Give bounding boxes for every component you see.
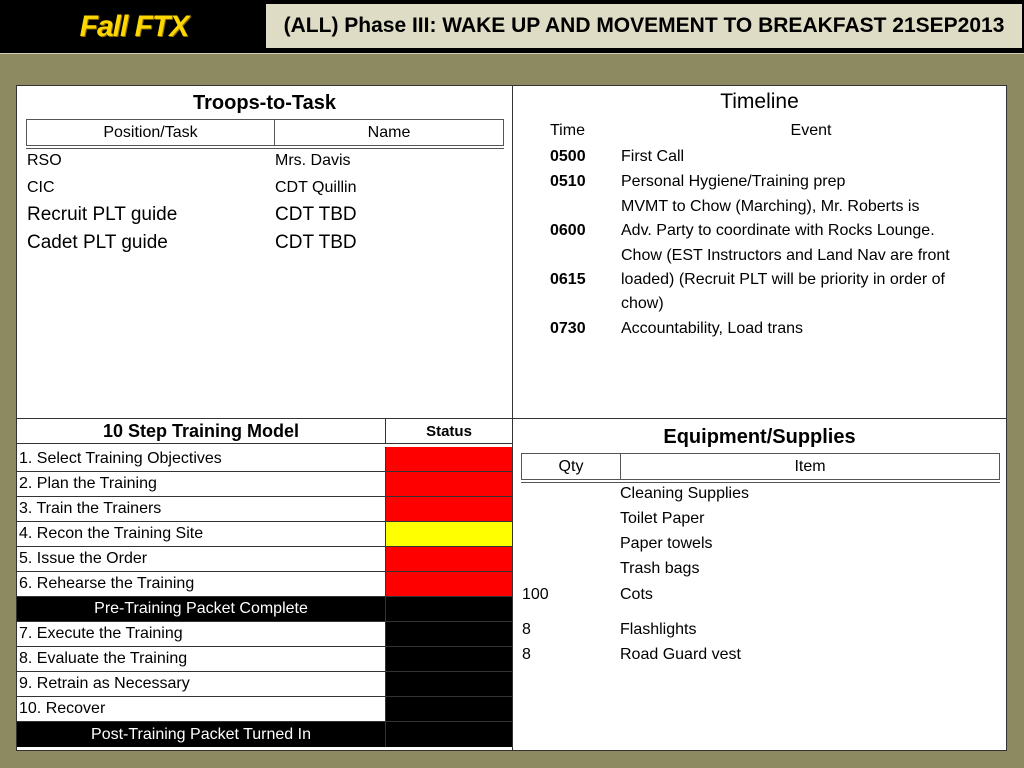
model-status-cell: [386, 522, 512, 546]
timeline-event: [621, 145, 684, 169]
equipment-qty: 100: [522, 586, 549, 603]
troops-col-position: Position/Task: [27, 120, 275, 145]
equipment-item: Cleaning Supplies: [620, 485, 749, 502]
troops-name: CDT TBD: [275, 204, 357, 225]
model-step-label: 8. Evaluate the Training: [17, 647, 386, 671]
timeline-event: [621, 317, 803, 341]
slide-title: (ALL) Phase III: WAKE UP AND MOVEMENT TO BREAKFAST 21SEP2013: [266, 4, 1022, 48]
equipment-header-row: [521, 453, 1000, 480]
timeline-event-line: Personal Hygiene/Training prep: [621, 173, 846, 190]
troops-row: [27, 176, 507, 200]
model-status-cell: [386, 497, 512, 521]
slide-body: [16, 85, 1007, 751]
timeline-time: 0600: [550, 222, 586, 239]
timeline-time: 0500: [550, 148, 586, 165]
troops-title: Troops-to-Task: [193, 92, 336, 114]
model-status-cell: [386, 547, 512, 571]
timeline-event-line: Chow (EST Instructors and Land Nav are front: [621, 247, 950, 264]
equipment-row: [522, 618, 1002, 642]
model-step-label: Post-Training Packet Turned In: [17, 722, 386, 747]
timeline-col-time: Time: [550, 122, 585, 139]
equipment-row: [522, 507, 1002, 531]
model-header-row: [17, 419, 512, 444]
timeline-event-line: MVMT to Chow (Marching), Mr. Roberts is: [621, 198, 920, 215]
model-status-header: Status: [426, 422, 472, 440]
troops-row: [27, 231, 507, 255]
equipment-item: Road Guard vest: [620, 646, 741, 663]
equipment-item: Toilet Paper: [620, 510, 705, 527]
model-step-row: [17, 647, 512, 672]
model-step-row: [17, 697, 512, 722]
troops-row: [27, 203, 507, 227]
model-milestone-row: [17, 722, 512, 747]
equipment-qty: 8: [522, 646, 531, 663]
model-status-cell: [386, 672, 512, 696]
model-step-row: [17, 572, 512, 597]
troops-position: CIC: [27, 179, 55, 196]
model-step-label: 2. Plan the Training: [17, 472, 386, 496]
timeline-time: 0510: [550, 173, 586, 190]
troops-name: CDT TBD: [275, 232, 357, 253]
troops-name: CDT Quillin: [275, 179, 357, 196]
equipment-row: [522, 532, 1002, 556]
timeline-time: 0730: [550, 320, 586, 337]
equipment-qty: 8: [522, 621, 531, 638]
timeline-event-line: First Call: [621, 148, 685, 165]
equipment-title: Equipment/Supplies: [663, 426, 856, 448]
header-divider: [0, 53, 1024, 54]
troops-header-row: [26, 119, 504, 146]
model-step-row: [17, 672, 512, 697]
timeline-time: 0615: [550, 271, 586, 288]
equipment-item: Paper towels: [620, 535, 713, 552]
model-step-label: 7. Execute the Training: [17, 622, 386, 646]
model-step-label: Pre-Training Packet Complete: [17, 597, 386, 621]
model-step-label: 9. Retrain as Necessary: [17, 672, 386, 696]
model-step-row: [17, 472, 512, 497]
troops-position: Cadet PLT guide: [27, 232, 168, 253]
equipment-row: [522, 482, 1002, 506]
equipment-item: Cots: [620, 586, 653, 603]
timeline-event: [621, 170, 845, 194]
model-step-label: 3. Train the Trainers: [17, 497, 386, 521]
equipment-item: Flashlights: [620, 621, 697, 638]
model-status-cell: [386, 647, 512, 671]
model-status-cell: [386, 597, 512, 621]
model-status-cell: [386, 622, 512, 646]
equipment-row: [522, 643, 1002, 667]
timeline-title: Timeline: [720, 90, 799, 113]
model-step-row: [17, 547, 512, 572]
model-step-label: 4. Recon the Training Site: [17, 522, 386, 546]
model-step-row: [17, 522, 512, 547]
troops-position: Recruit PLT guide: [27, 204, 178, 225]
model-step-label: 6. Rehearse the Training: [17, 572, 386, 596]
equipment-col-qty: Qty: [522, 454, 621, 479]
timeline-event-line: Accountability, Load trans: [621, 320, 804, 337]
troops-row: [27, 149, 507, 173]
model-step-row: [17, 622, 512, 647]
troops-position: RSO: [27, 152, 62, 169]
model-milestone-row: [17, 597, 512, 622]
model-step-row: [17, 497, 512, 522]
model-step-label: 10. Recover: [17, 697, 386, 721]
equipment-item: Trash bags: [620, 560, 700, 577]
model-status-cell: [386, 447, 512, 471]
timeline-event: [621, 195, 935, 243]
model-step-label: 1. Select Training Objectives: [17, 447, 386, 471]
model-status-cell: [386, 472, 512, 496]
timeline-event: [621, 244, 950, 316]
brand-label: Fall FTX: [79, 9, 189, 43]
equipment-col-item: Item: [794, 457, 826, 475]
model-status-cell: [386, 697, 512, 721]
equipment-row: [522, 583, 1002, 607]
troops-col-name: Name: [367, 123, 411, 141]
timeline-col-event: Event: [790, 122, 832, 139]
timeline-event-line: Adv. Party to coordinate with Rocks Lounge.: [621, 222, 935, 239]
model-step-label: 5. Issue the Order: [17, 547, 386, 571]
timeline-event-line: chow): [621, 295, 664, 312]
troops-name: Mrs. Davis: [275, 152, 351, 169]
model-status-cell: [386, 722, 512, 747]
timeline-event-line: loaded) (Recruit PLT will be priority in order of: [621, 271, 945, 288]
model-title: 10 Step Training Model: [17, 419, 386, 443]
model-step-row: [17, 447, 512, 472]
equipment-row: [522, 557, 1002, 581]
model-status-cell: [386, 572, 512, 596]
